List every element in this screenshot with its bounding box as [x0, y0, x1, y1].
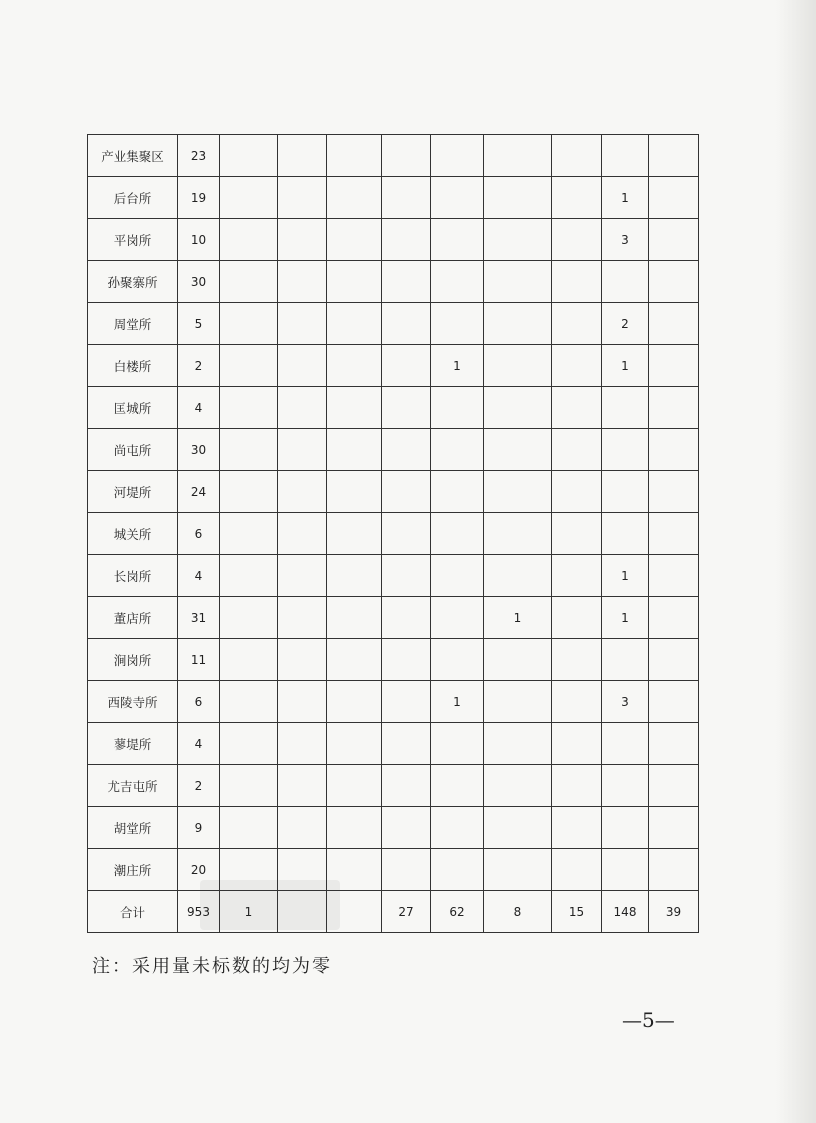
table-cell: [220, 429, 278, 471]
table-cell: 15: [552, 891, 602, 933]
table-cell: [220, 765, 278, 807]
row-name-cell: 平岗所: [88, 219, 178, 261]
row-total-cell: 6: [178, 681, 220, 723]
table-cell: [327, 387, 382, 429]
table-cell: [484, 723, 552, 765]
table-cell: [278, 681, 327, 723]
table-cell: [382, 807, 431, 849]
table-cell: [431, 597, 484, 639]
table-cell: [602, 807, 649, 849]
row-name-cell: 周堂所: [88, 303, 178, 345]
table-cell: [431, 513, 484, 555]
table-cell: [552, 471, 602, 513]
row-name-cell: 西陵寺所: [88, 681, 178, 723]
table-cell: [649, 387, 699, 429]
table-cell: [649, 807, 699, 849]
table-cell: [220, 807, 278, 849]
table-cell: [649, 597, 699, 639]
row-name-cell: 涧岗所: [88, 639, 178, 681]
table-row: [88, 891, 699, 933]
table-cell: [327, 597, 382, 639]
table-cell: [552, 429, 602, 471]
table-cell: [220, 345, 278, 387]
table-cell: [431, 219, 484, 261]
table-cell: [220, 681, 278, 723]
table-cell: [431, 135, 484, 177]
row-name-cell: 胡堂所: [88, 807, 178, 849]
table-cell: [327, 555, 382, 597]
table-cell: [602, 513, 649, 555]
table-cell: [649, 555, 699, 597]
table-cell: 3: [602, 219, 649, 261]
table-cell: [484, 387, 552, 429]
table-cell: [552, 807, 602, 849]
table-cell: [327, 177, 382, 219]
table-cell: [382, 597, 431, 639]
table-cell: 27: [382, 891, 431, 933]
table-cell: [431, 849, 484, 891]
row-total-cell: 31: [178, 597, 220, 639]
table-cell: [431, 471, 484, 513]
table-cell: [382, 471, 431, 513]
row-total-cell: 10: [178, 219, 220, 261]
table-cell: [327, 303, 382, 345]
table-cell: [484, 345, 552, 387]
table-row: [88, 387, 699, 429]
table-cell: [220, 555, 278, 597]
table-row: [88, 597, 699, 639]
table-cell: [278, 429, 327, 471]
table-cell: [220, 135, 278, 177]
table-cell: [278, 261, 327, 303]
table-cell: [552, 177, 602, 219]
table-cell: [431, 429, 484, 471]
table-cell: [431, 387, 484, 429]
table-cell: [649, 429, 699, 471]
statistics-table: [87, 134, 699, 933]
table-cell: [602, 135, 649, 177]
table-cell: [552, 303, 602, 345]
table-cell: [649, 345, 699, 387]
table-cell: [382, 219, 431, 261]
table-cell: [327, 219, 382, 261]
table-cell: [552, 849, 602, 891]
table-cell: 1: [602, 345, 649, 387]
table-cell: [552, 765, 602, 807]
table-cell: [220, 471, 278, 513]
table-cell: [278, 639, 327, 681]
table-cell: [382, 849, 431, 891]
table-cell: [649, 681, 699, 723]
table-cell: [431, 303, 484, 345]
row-total-cell: 953: [178, 891, 220, 933]
table-row: [88, 219, 699, 261]
table-cell: [220, 387, 278, 429]
table-cell: [327, 681, 382, 723]
table-cell: [602, 765, 649, 807]
table-cell: [220, 303, 278, 345]
row-total-cell: 9: [178, 807, 220, 849]
table-cell: [431, 765, 484, 807]
table-row: [88, 261, 699, 303]
table-cell: 1: [602, 177, 649, 219]
table-cell: [327, 891, 382, 933]
table-cell: [382, 555, 431, 597]
row-name-cell: 尤吉屯所: [88, 765, 178, 807]
table-row: [88, 555, 699, 597]
table-cell: [649, 219, 699, 261]
table-cell: [382, 303, 431, 345]
table-cell: [382, 345, 431, 387]
table-cell: [278, 891, 327, 933]
table-cell: [431, 177, 484, 219]
table-cell: [220, 849, 278, 891]
table-cell: [602, 261, 649, 303]
table-cell: 1: [602, 597, 649, 639]
table-cell: [278, 765, 327, 807]
table-cell: [220, 639, 278, 681]
table-row: [88, 723, 699, 765]
table-cell: [382, 765, 431, 807]
table-cell: [484, 429, 552, 471]
row-name-cell: 河堤所: [88, 471, 178, 513]
page-number: —5—: [622, 1008, 675, 1032]
table-cell: [278, 807, 327, 849]
table-cell: [602, 429, 649, 471]
table-cell: 2: [602, 303, 649, 345]
table-cell: [552, 597, 602, 639]
table-row: [88, 639, 699, 681]
table-cell: [278, 471, 327, 513]
row-total-cell: 2: [178, 765, 220, 807]
table-cell: [484, 555, 552, 597]
table-cell: [484, 513, 552, 555]
table-cell: 1: [602, 555, 649, 597]
table-cell: [484, 177, 552, 219]
table-cell: [382, 681, 431, 723]
row-name-cell: 孙聚寨所: [88, 261, 178, 303]
table-cell: [327, 261, 382, 303]
table-cell: [382, 177, 431, 219]
table-cell: [382, 387, 431, 429]
table-cell: [649, 471, 699, 513]
table-cell: [278, 345, 327, 387]
table-cell: [484, 807, 552, 849]
row-name-cell: 蓼堤所: [88, 723, 178, 765]
table-cell: [278, 849, 327, 891]
table-row: [88, 345, 699, 387]
table-row: [88, 177, 699, 219]
table-cell: [382, 429, 431, 471]
table-cell: [220, 219, 278, 261]
table-cell: [382, 723, 431, 765]
table-cell: [431, 723, 484, 765]
table-row: [88, 849, 699, 891]
table-cell: [220, 723, 278, 765]
table-cell: [484, 849, 552, 891]
table-row: [88, 513, 699, 555]
row-total-cell: 6: [178, 513, 220, 555]
table-cell: [382, 261, 431, 303]
table-cell: [602, 723, 649, 765]
table-cell: [602, 639, 649, 681]
table-body: [88, 135, 699, 933]
table-cell: [649, 303, 699, 345]
table-cell: [484, 765, 552, 807]
table-cell: 1: [220, 891, 278, 933]
table-cell: [327, 849, 382, 891]
table-cell: [382, 639, 431, 681]
table-cell: [278, 303, 327, 345]
table-cell: [278, 219, 327, 261]
table-cell: 1: [431, 681, 484, 723]
table-cell: [220, 261, 278, 303]
table-cell: [649, 723, 699, 765]
row-total-cell: 24: [178, 471, 220, 513]
table-cell: [552, 513, 602, 555]
table-cell: [484, 471, 552, 513]
table-cell: [278, 177, 327, 219]
table-cell: 1: [431, 345, 484, 387]
row-total-cell: 30: [178, 261, 220, 303]
table-cell: [552, 387, 602, 429]
table-cell: [431, 555, 484, 597]
table-cell: [602, 471, 649, 513]
row-name-cell: 城关所: [88, 513, 178, 555]
table-cell: [327, 345, 382, 387]
table-cell: [278, 135, 327, 177]
table-cell: [649, 261, 699, 303]
table-cell: [278, 723, 327, 765]
table-cell: [649, 639, 699, 681]
table-cell: [484, 681, 552, 723]
row-total-cell: 23: [178, 135, 220, 177]
table-cell: [327, 471, 382, 513]
row-name-cell: 产业集聚区: [88, 135, 178, 177]
table-cell: [552, 681, 602, 723]
table-cell: [431, 807, 484, 849]
table-cell: [220, 513, 278, 555]
table-cell: 148: [602, 891, 649, 933]
table-cell: [649, 135, 699, 177]
table-cell: [327, 429, 382, 471]
table-cell: [484, 135, 552, 177]
table-cell: [484, 219, 552, 261]
table-row: [88, 471, 699, 513]
table-cell: [484, 261, 552, 303]
row-name-cell: 长岗所: [88, 555, 178, 597]
table-cell: 3: [602, 681, 649, 723]
table-cell: [220, 177, 278, 219]
table-note: 注：采用量未标数的均为零: [92, 956, 332, 977]
row-name-cell: 白楼所: [88, 345, 178, 387]
table-cell: 62: [431, 891, 484, 933]
table-cell: [278, 513, 327, 555]
table-cell: [649, 849, 699, 891]
table-cell: [278, 387, 327, 429]
table-cell: [382, 513, 431, 555]
table-cell: [649, 765, 699, 807]
table-cell: [327, 639, 382, 681]
table-cell: [431, 639, 484, 681]
table-cell: [552, 219, 602, 261]
row-name-cell: 匡城所: [88, 387, 178, 429]
table-cell: 1: [484, 597, 552, 639]
row-total-cell: 20: [178, 849, 220, 891]
table-cell: [602, 849, 649, 891]
row-total-cell: 2: [178, 345, 220, 387]
table-cell: [552, 555, 602, 597]
table-cell: [220, 597, 278, 639]
table-cell: [278, 597, 327, 639]
table-cell: [327, 135, 382, 177]
table-cell: [327, 807, 382, 849]
row-name-cell: 合计: [88, 891, 178, 933]
table-cell: [552, 261, 602, 303]
row-total-cell: 5: [178, 303, 220, 345]
table-cell: 39: [649, 891, 699, 933]
table-row: [88, 135, 699, 177]
row-total-cell: 19: [178, 177, 220, 219]
table-cell: [484, 303, 552, 345]
row-total-cell: 4: [178, 555, 220, 597]
row-name-cell: 董店所: [88, 597, 178, 639]
table-cell: [552, 345, 602, 387]
row-total-cell: 30: [178, 429, 220, 471]
table-row: [88, 807, 699, 849]
row-total-cell: 4: [178, 387, 220, 429]
row-name-cell: 潮庄所: [88, 849, 178, 891]
table-row: [88, 303, 699, 345]
table-cell: [278, 555, 327, 597]
table-row: [88, 429, 699, 471]
table-cell: [649, 177, 699, 219]
table-cell: [382, 135, 431, 177]
row-total-cell: 4: [178, 723, 220, 765]
table-cell: [552, 723, 602, 765]
table-cell: [327, 765, 382, 807]
table-cell: [649, 513, 699, 555]
table-cell: [602, 387, 649, 429]
table-cell: [484, 639, 552, 681]
table-cell: [431, 261, 484, 303]
row-total-cell: 11: [178, 639, 220, 681]
table-cell: [327, 513, 382, 555]
table-row: [88, 681, 699, 723]
row-name-cell: 尚屯所: [88, 429, 178, 471]
table-cell: [552, 135, 602, 177]
row-name-cell: 后台所: [88, 177, 178, 219]
table-cell: [327, 723, 382, 765]
table-row: [88, 765, 699, 807]
page-edge-shadow: [776, 0, 816, 1123]
table-cell: [552, 639, 602, 681]
table-cell: 8: [484, 891, 552, 933]
